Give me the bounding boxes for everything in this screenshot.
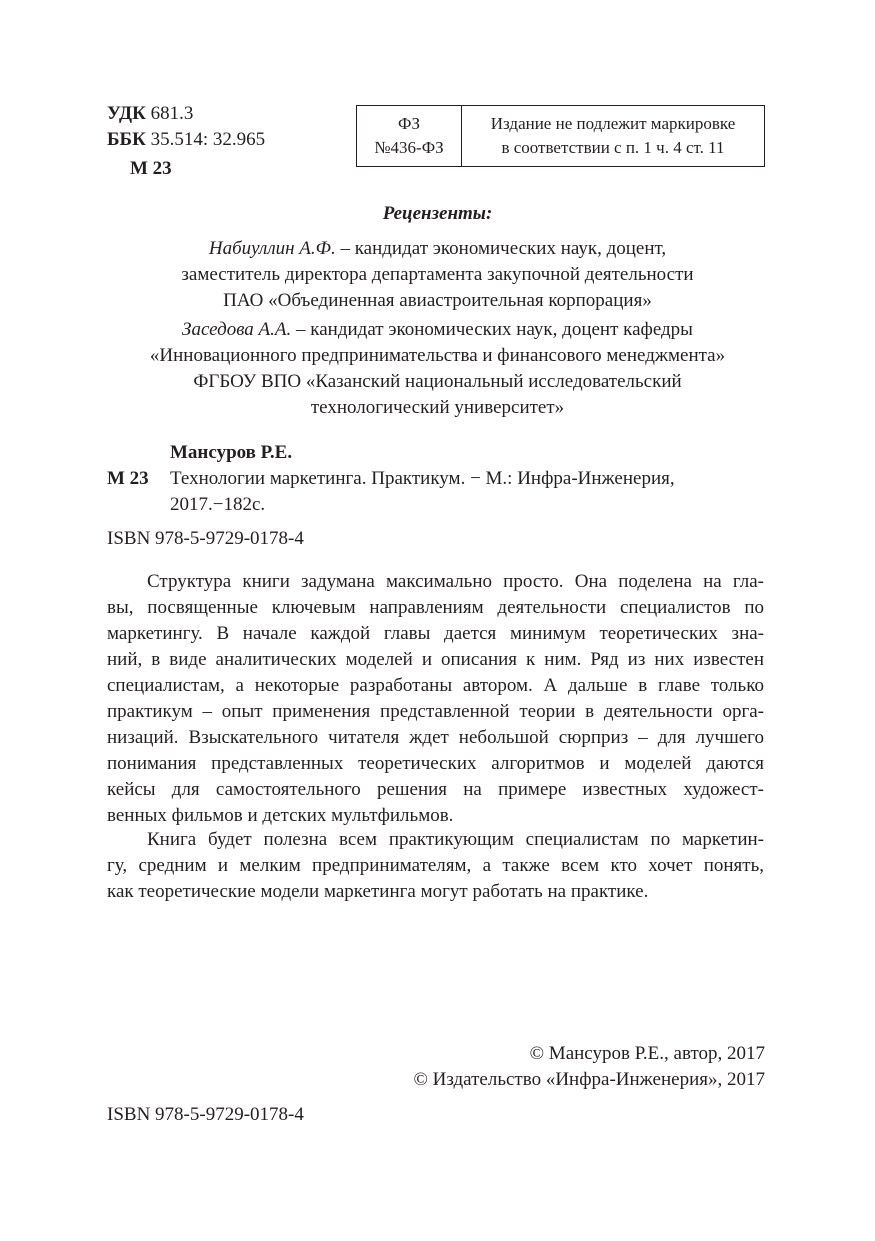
book-author: Мансуров Р.Е.: [170, 442, 293, 463]
reviewer-1-line2: заместитель директора департамента закупочной деятельности: [181, 264, 694, 285]
reviewer-1-line1: [0, 236, 875, 262]
annotation-line: как теоретические модели маркетинга могут работать на практике.: [107, 881, 649, 902]
bibliographic-line2: 2017.−182с.: [170, 494, 266, 515]
fz-notice-cell: [462, 106, 764, 166]
reviewer-1-line3: ПАО «Объединенная авиастроительная корпорация»: [223, 290, 652, 311]
annotation-line: вы, посвященные ключевым направлениям деятельности специалистов по: [107, 597, 764, 618]
reviewers-title: Рецензенты:: [382, 203, 493, 224]
reviewer-2-line2: «Инновационного предпринимательства и финансового менеджмента»: [149, 345, 726, 366]
isbn-bottom: ISBN 978-5-9729-0178-4: [107, 1104, 304, 1125]
udk-value: 681.3: [145, 103, 194, 124]
author-cipher-top: М 23: [130, 158, 172, 179]
annotation-paragraph-2: [107, 827, 764, 905]
annotation-line: кейсы для самостоятельного решения на примере известных художест-: [107, 779, 764, 800]
reviewer-1-name: Набиуллин А.Ф.: [208, 238, 336, 259]
annotation-paragraph-1: [107, 569, 764, 829]
annotation-line: понимания представленных теоретических алгоритмов и моделей даются: [107, 753, 764, 774]
copyright-author: © Мансуров Р.Е., автор, 2017: [529, 1043, 765, 1064]
annotation-line: специалистам, а некоторые разработаны автором. А дальше в главе только: [107, 675, 764, 696]
annotation-line: гу, средним и мелким предпринимателям, а также всем кто хочет понять,: [107, 855, 764, 876]
fz-law-cell: [357, 106, 462, 166]
bibliographic-line1: Технологии маркетинга. Практикум. − М.: Инфра-Инженерия,: [170, 468, 675, 489]
annotation-line: практикум – опыт применения представленной теории в деятельности орга-: [107, 701, 764, 722]
annotation-line: низаций. Взыскательного читателя ждет небольшой сюрприз – для лучшего: [107, 727, 764, 748]
reviewer-2-line3: ФГБОУ ВПО «Казанский национальный исследовательский: [193, 371, 682, 392]
reviewer-1-title: – кандидат экономических наук, доцент,: [335, 238, 667, 259]
reviewer-2-line1: [0, 317, 875, 343]
bbk-line: [107, 127, 265, 153]
annotation-line: ний, в виде аналитических моделей и описания к ним. Ряд из них известен: [107, 649, 764, 670]
annotation-line: венных фильмов и детских мультфильмов.: [107, 805, 454, 826]
fz-law-number: №436-ФЗ: [374, 138, 444, 157]
reviewer-2-name: Заседова А.А.: [182, 319, 292, 340]
udk-line: [107, 101, 193, 127]
copyright-publisher: © Издательство «Инфра-Инженерия», 2017: [413, 1069, 765, 1090]
reviewer-1: [0, 236, 875, 314]
author-cipher: М 23: [107, 468, 149, 489]
fz-marking-box: [356, 105, 765, 167]
reviewer-2-line4: технологический университет»: [310, 397, 565, 418]
fz-notice-line1: Издание не подлежит маркировке: [490, 114, 736, 133]
annotation-line: Структура книги задумана максимально просто. Она поделена на гла-: [147, 571, 764, 592]
fz-notice-line2: в соответствии с п. 1 ч. 4 ст. 11: [501, 138, 725, 157]
bbk-label: ББК: [107, 129, 146, 150]
udk-label: УДК: [107, 103, 146, 124]
reviewer-2: [0, 317, 875, 421]
annotation-line: Книга будет полезна всем практикующим специалистам по маркетин-: [147, 829, 764, 850]
reviewer-2-title: – кандидат экономических наук, доцент кафедры: [291, 319, 693, 340]
isbn-top: ISBN 978-5-9729-0178-4: [107, 528, 304, 549]
fz-label: ФЗ: [398, 114, 420, 133]
annotation-line: маркетингу. В начале каждой главы дается минимум теоретических зна-: [107, 623, 764, 644]
bbk-value: 35.514: 32.965: [145, 129, 266, 150]
